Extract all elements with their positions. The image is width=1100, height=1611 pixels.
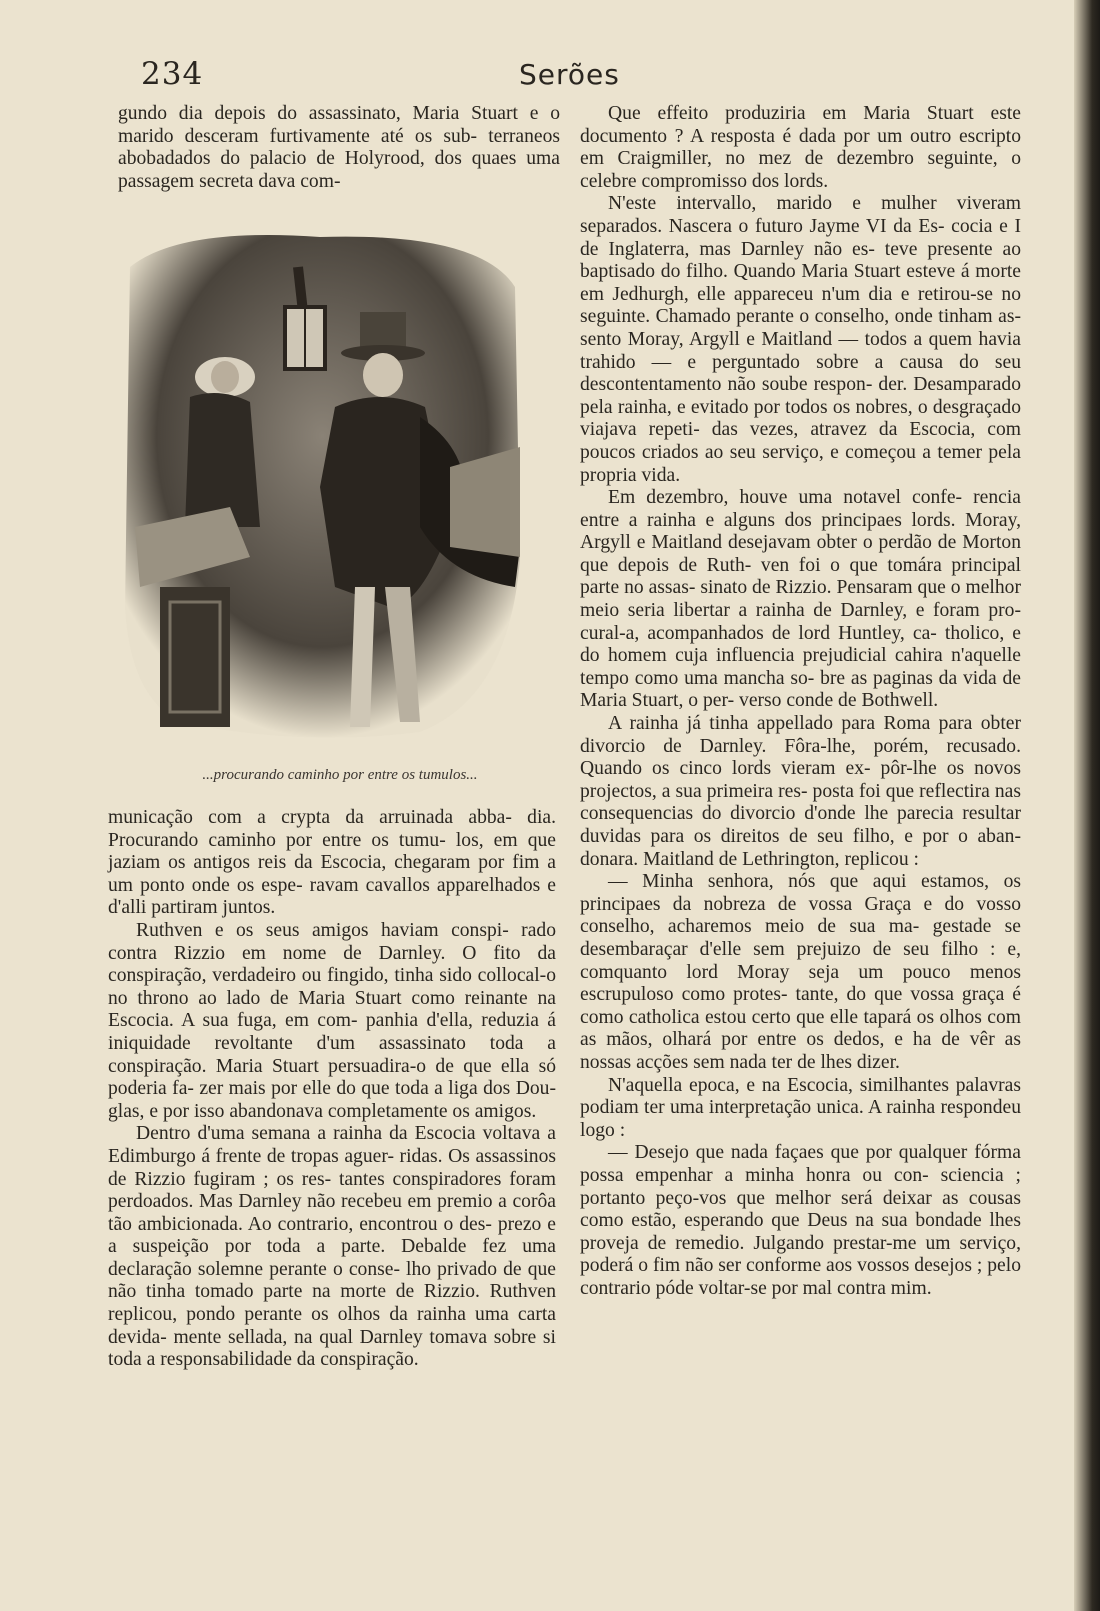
illustration-caption: ...procurando caminho por entre os tumulos...: [202, 767, 478, 783]
paragraph: gundo dia depois do assassinato, Maria Stuart e o marido desceram furtivamente até os sub- terraneos abobadados do palacio de Holyrood, dos quaes uma passagem secreta dava com-: [118, 103, 560, 192]
paragraph: N'aquella epoca, e na Escocia, similhantes palavras podiam ter uma interpretação unica. A rainha respondeu logo :: [580, 1074, 1021, 1141]
paragraph: Que effeito produziria em Maria Stuart este documento ? A resposta é dada por um outro escripto em Craigmiller, no mez de dezembro seguinte, o celebre compromisso dos lords.: [580, 103, 1021, 192]
paragraph: municação com a crypta da arruinada abba- dia. Procurando caminho por entre os tumu- los, em que jaziam os antigos reis da Escocia, chegaram por fim a um ponto onde os espe- ravam cavallos apparelhados e d'alli partiram juntos.: [108, 807, 556, 919]
page-number: 234: [141, 56, 204, 92]
paragraph: — Minha senhora, nós que aqui estamos, os principaes da nobreza de vossa Graça e do vosso conselho, acharemos meio de sua ma- gestade se desembaraçar d'elle sem prejuizo de seu filho : e, comquanto lord Moray seja um pouco menos escrupuloso como protes- tante, do que vossa graça é como catholica estou certo que elle tapará os olhos com as mãos, olhará por entre os dedos, e ha de vêr as nossas acções sem nada ter de lhes dizer.: [580, 871, 1021, 1073]
engraving-illustration: [120, 227, 525, 742]
right-column: [580, 103, 1021, 1300]
paragraph: Ruthven e os seus amigos haviam conspi- rado contra Rizzio em nome de Darnley. O fito da conspiração, verdadeiro ou fingido, tinha sido collocal-o no throno ao lado de Maria Stuart como reinante na Escocia. A sua fuga, em com- panhia d'ella, reduzia á iniquidade revoltante d'um assassinato toda a conspiração. Maria Stuart persuadira-o de que ella só poderia fa- zer mais por elle do que toda a liga dos Dou- glas, e por isso abandonava completamente os amigos.: [108, 919, 556, 1122]
left-column-top: [118, 103, 560, 193]
left-column-bottom: [108, 807, 556, 1372]
running-title: Serões: [519, 58, 620, 91]
paragraph: A rainha já tinha appellado para Roma para obter divorcio de Darnley. Fôra-lhe, porém, recusado. Quando os cinco lords vieram ex- pôr-lhe os novos projectos, a sua primeira res- posta foi que reflectira nas consequencias do divorcio d'onde lhe parecia resultar duvidas para os direitos de seu filho, e por o aban- donara. Maitland de Lethrington, replicou :: [580, 713, 1021, 870]
paragraph: N'este intervallo, marido e mulher viveram separados. Nascera o futuro Jayme VI da Es- cocia e I de Inglaterra, mas Darnley não es- teve presente ao baptisado do filho. Quando Maria Stuart esteve á morte em Jedhurgh, elle appareceu n'um dia e retirou-se no seguinte. Chamado perante o conselho, onde tinham as- sento Moray, Argyll e Maitland — todos a quem havia trahido — e perguntado sobre a causa do seu descontentamento não soube respon- der. Desamparado pela rainha, e evitado por todos os nobres, o desgraçado viajava repeti- das vezes, atravez da Escocia, com poucos criados ao seu serviço, e começou a temer pela propria vida.: [580, 193, 1021, 486]
paragraph: Em dezembro, houve uma notavel confe- rencia entre a rainha e alguns dos principaes lords. Moray, Argyll e Maitland desejavam obter o perdão de Morton que depois de Ruth- ven foi o que tomára principal parte no assas- sinato de Rizzio. Pensaram que o melhor meio seria libertar a rainha de Darnley, e foram pro- cural-a, acompanhados de lord Huntley, ca- tholico, e do homem cuja influencia prejudicial cahira n'aquelle tempo como uma mancha so- bre as paginas da vida de Maria Stuart, o per- verso conde de Bothwell.: [580, 487, 1021, 712]
paragraph: Dentro d'uma semana a rainha da Escocia voltava a Edimburgo á frente de tropas aguer- ridas. Os assassinos de Rizzio fugiram ; os res- tantes conspiradores foram perdoados. Mas Darnley não recebeu em premio a corôa tão ambicionada. Ao contrario, encontrou o des- prezo e a suspeição por toda a parte. Debalde fez uma declaração solemne perante o conse- lho privado de que não tinha tomado parte na morte de Rizzio. Ruthven replicou, pondo perante os olhos da rainha uma carta devida- mente sellada, na qual Darnley tomava sobre si toda a responsabilidade da conspiração.: [108, 1123, 556, 1371]
page-edge-shadow: [1074, 0, 1100, 1611]
paragraph: — Desejo que nada façaes que por qualquer fórma possa empenhar a minha honra ou con- sciencia ; portanto peço-vos que melhor será deixar as cousas como estão, esperando que Deus na sua bondade lhes proveja de remedio. Julgando prestar-me um serviço, poderá o fim não ser conforme aos vossos desejos ; pelo contrario póde voltar-se por mal contra mim.: [580, 1142, 1021, 1299]
